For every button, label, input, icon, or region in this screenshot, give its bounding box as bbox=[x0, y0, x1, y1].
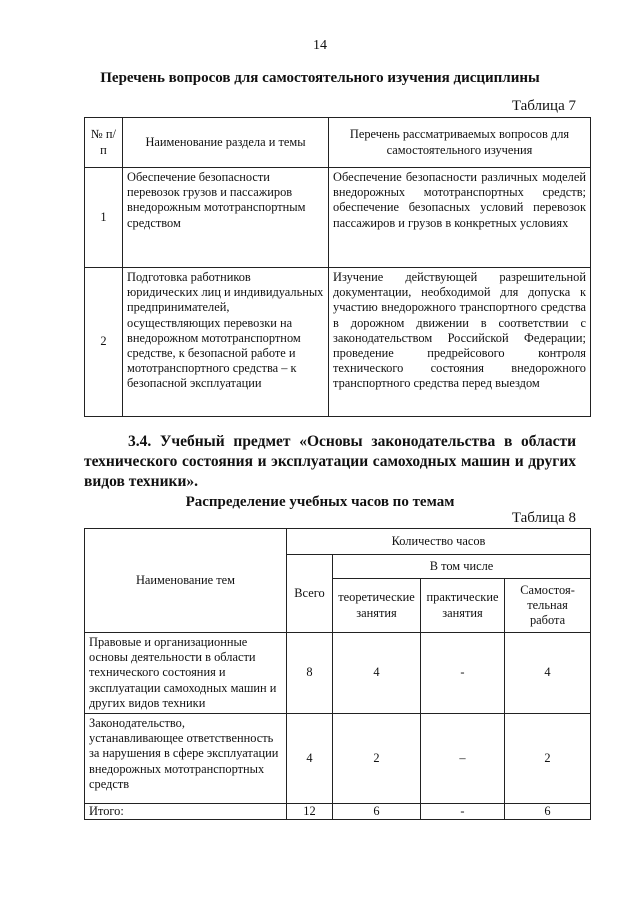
row-total: 8 bbox=[287, 633, 333, 714]
table-row bbox=[85, 168, 591, 268]
table8-total-row bbox=[85, 804, 591, 820]
total-total: 12 bbox=[287, 804, 333, 820]
table7-header-questions: Перечень рассматриваемых вопросов для самостоятельного изучения bbox=[329, 118, 591, 168]
row-questions: Обеспечение безопасности различных моделей внедорожных мототранспортных средств; обеспечение безопасных условий перевозок пассажиров и грузов в конкретных условиях bbox=[329, 168, 591, 268]
table-row bbox=[85, 268, 591, 417]
table8-header-self: Самостоя-тельная работа bbox=[505, 579, 591, 633]
row-name: Законодательство, устанавливающее ответственность за нарушения в сфере эксплуатации внедорожных мототранспортных средств bbox=[85, 714, 287, 804]
row-questions: Изучение действующей разрешительной документации, необходимой для допуска к участию внедорожного транспортного средства в дорожном движении в соответствии с законодательством Российской Федерации; проведение предрейсового контроля технического состояния внедорожного транспортного средства перед выездом bbox=[329, 268, 591, 417]
section-heading bbox=[84, 432, 576, 492]
row-name: Правовые и организационные основы деятельности в области технического состояния и эксплуатации самоходных машин и других видов техники bbox=[85, 633, 287, 714]
row-self: 2 bbox=[505, 714, 591, 804]
table-row bbox=[85, 714, 591, 804]
total-practice: - bbox=[421, 804, 505, 820]
row-total: 4 bbox=[287, 714, 333, 804]
row-practice: - bbox=[421, 633, 505, 714]
table8-header-total: Всего bbox=[287, 555, 333, 633]
total-self: 6 bbox=[505, 804, 591, 820]
row-theory: 4 bbox=[333, 633, 421, 714]
table8 bbox=[84, 528, 591, 820]
total-label: Итого: bbox=[85, 804, 287, 820]
table7-label: Таблица 7 bbox=[511, 98, 576, 114]
section-number: 3.4. bbox=[128, 433, 152, 450]
table8-header-practice: практические занятия bbox=[421, 579, 505, 633]
total-theory: 6 bbox=[333, 804, 421, 820]
section-title: Учебный предмет «Основы законодательства в области технического состояния и эксплуатации самоходных машин и других видов техники». bbox=[84, 433, 577, 490]
table8-header-including: В том числе bbox=[333, 555, 591, 579]
table8-header-row1 bbox=[85, 529, 591, 555]
table8-label: Таблица 8 bbox=[511, 510, 576, 526]
table-row bbox=[85, 633, 591, 714]
heading-hours-distribution: Распределение учебных часов по темам bbox=[185, 494, 455, 510]
row-self: 4 bbox=[505, 633, 591, 714]
table8-header-theory: теоретические занятия bbox=[333, 579, 421, 633]
table7-header-topic: Наименование раздела и темы bbox=[123, 118, 329, 168]
table7-header-row bbox=[85, 118, 591, 168]
table7 bbox=[84, 117, 591, 417]
table7-header-num: № п/п bbox=[85, 118, 123, 168]
row-topic: Подготовка работников юридических лиц и индивидуальных предпринимателей, осуществляющих перевозки на внедорожном мототранспортном средстве, к безопасной работе и мототранспортного средства – к безопасной эксплуатации bbox=[123, 268, 329, 417]
row-theory: 2 bbox=[333, 714, 421, 804]
heading-self-study: Перечень вопросов для самостоятельного изучения дисциплины bbox=[100, 70, 540, 86]
page-number: 14 bbox=[313, 38, 327, 53]
row-number: 2 bbox=[85, 268, 123, 417]
table8-header-name: Наименование тем bbox=[85, 529, 287, 633]
row-number: 1 bbox=[85, 168, 123, 268]
table8-header-hours: Количество часов bbox=[287, 529, 591, 555]
row-practice: – bbox=[421, 714, 505, 804]
row-topic: Обеспечение безопасности перевозок грузов и пассажиров внедорожным мототранспортным средством bbox=[123, 168, 329, 268]
